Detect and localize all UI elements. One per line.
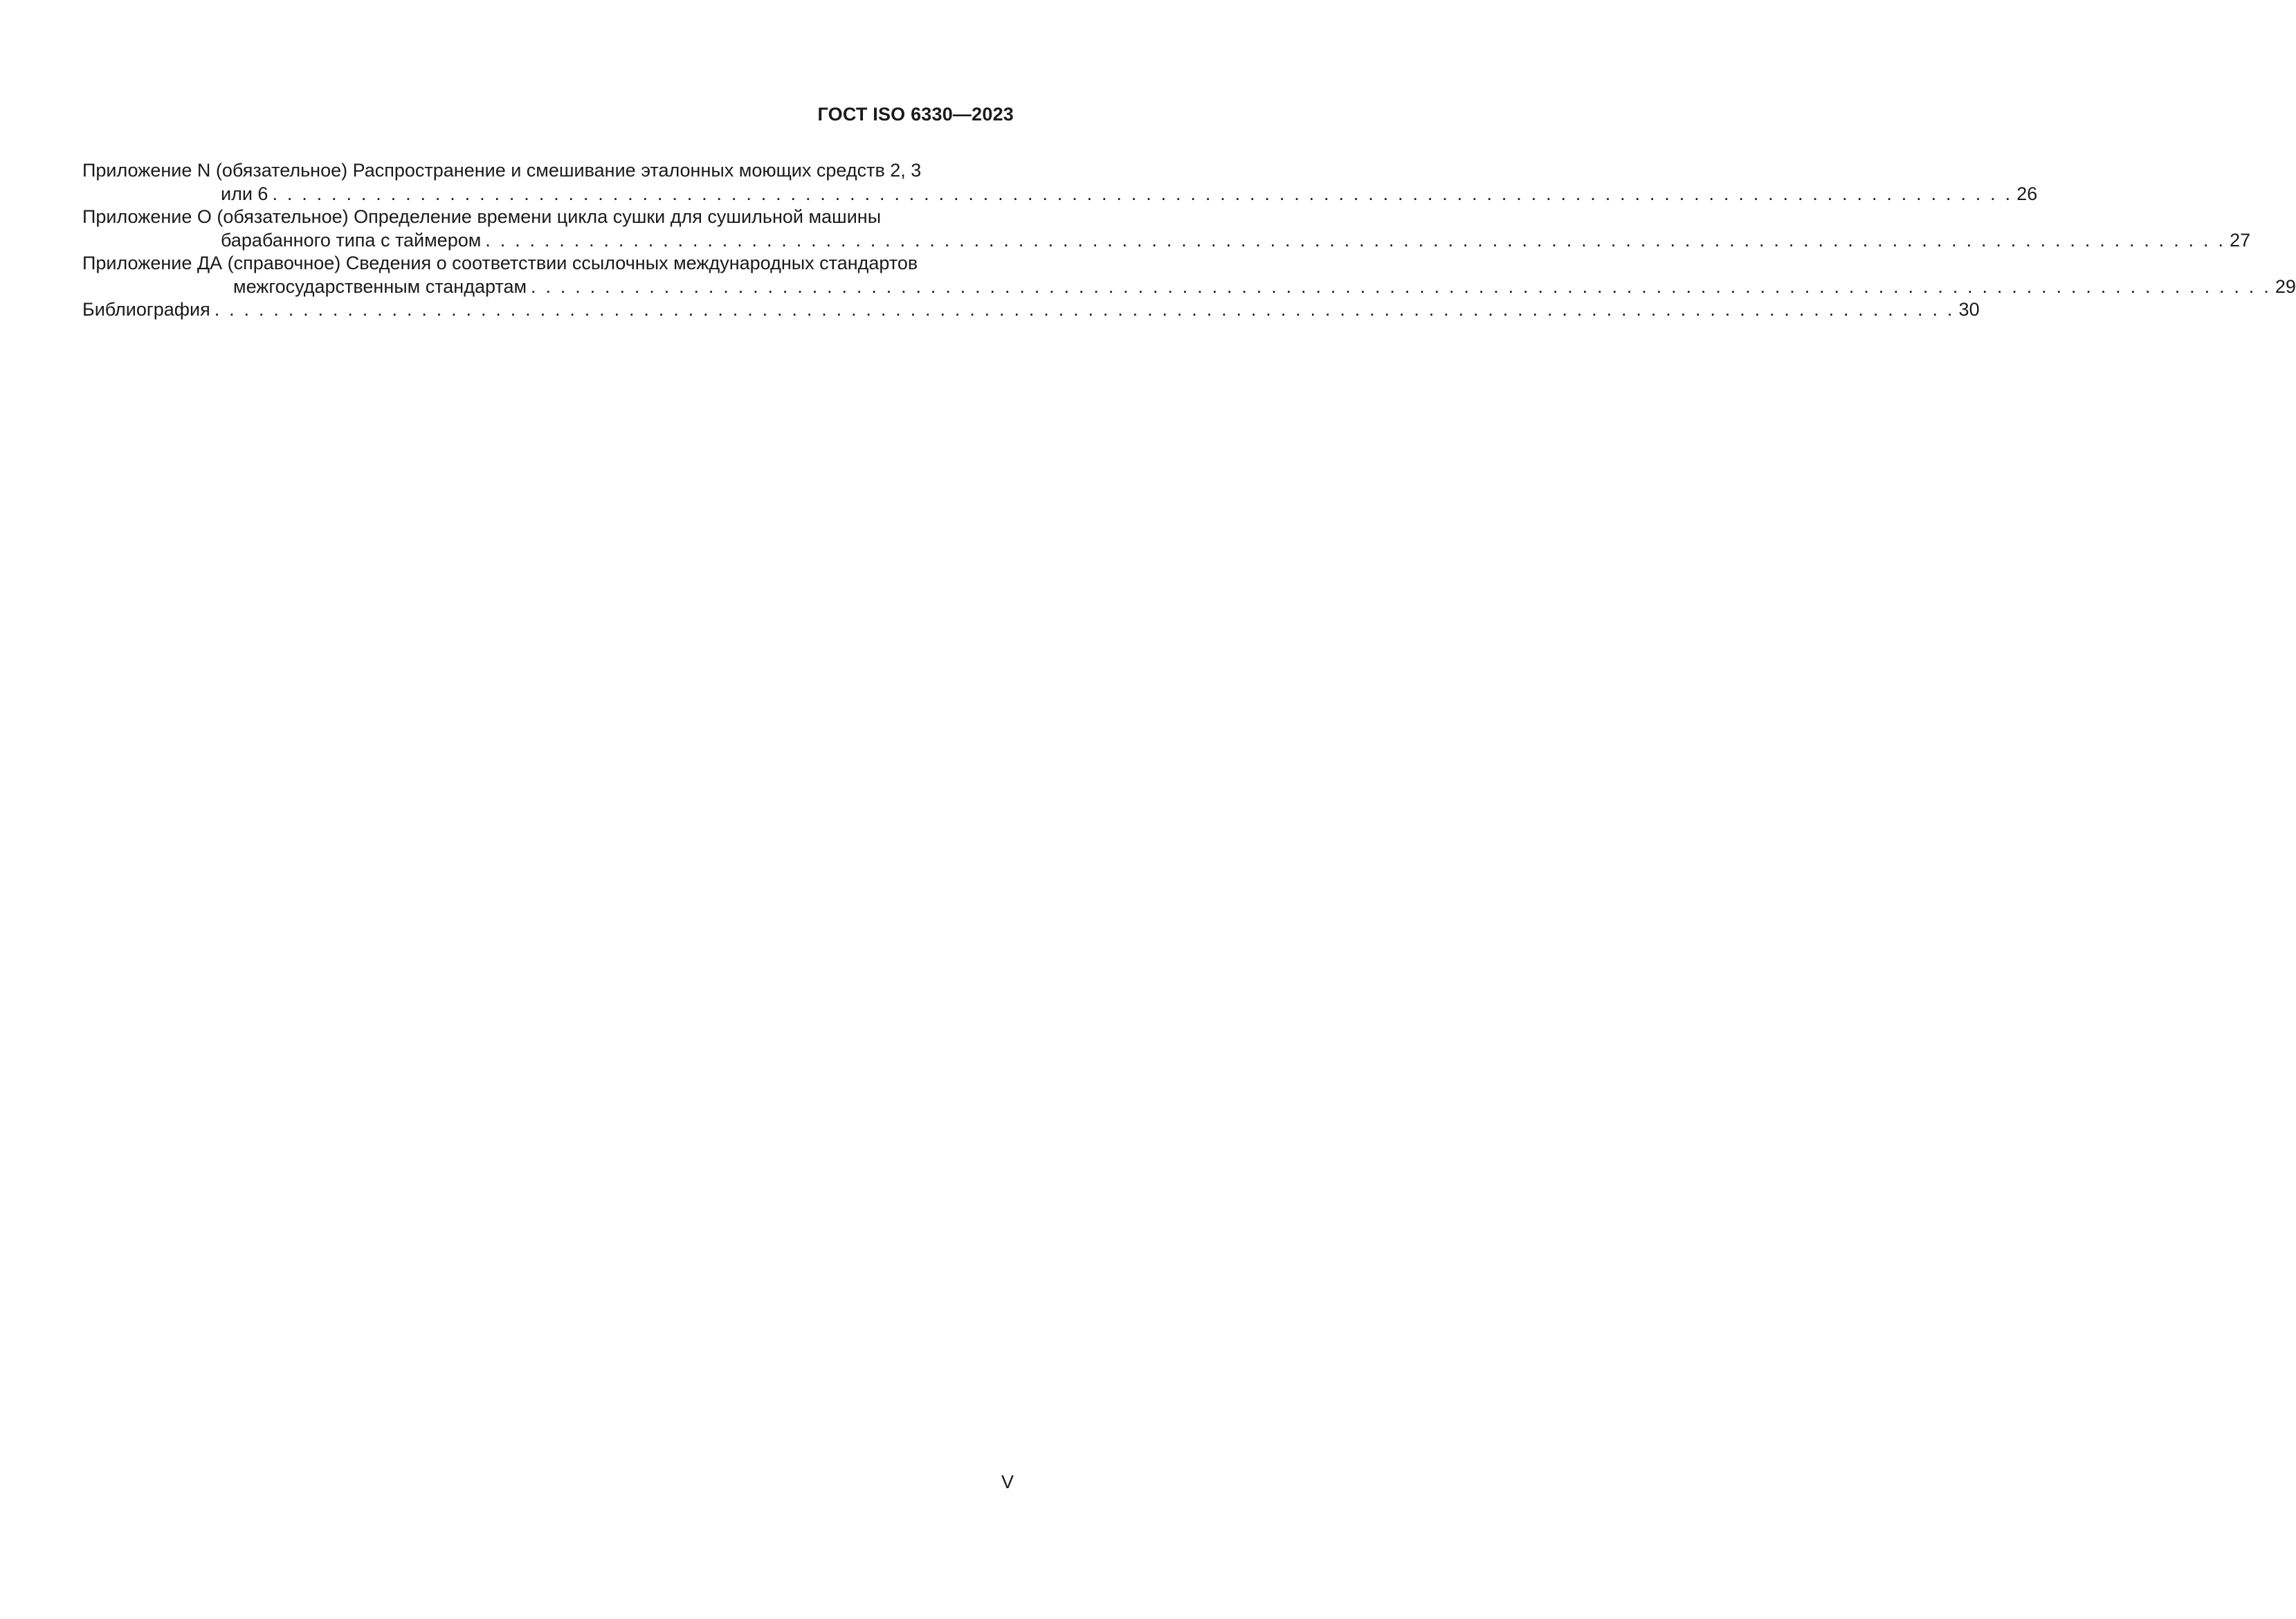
document-header: ГОСТ ISO 6330—2023 xyxy=(817,104,1014,125)
toc-entry-title: Библиография xyxy=(82,299,210,320)
dot-leader: . . . . . . . . . . . . . . . . . . . . . . . . . . . . . . . . . . . . . . . . . . . . . . . . . . . . . . . . . . . . . . . . . . . . . . . . . . . . . . . . . . . . . . . . . . . . . . . . . . . . . . . . . . . . . . . . . . . . . . xyxy=(272,183,2013,204)
toc-page-number: 29 xyxy=(2275,275,2296,297)
toc-page-number: 30 xyxy=(1958,299,1980,320)
toc-entry-title: Приложение ДА (справочное) Сведения о соответствии ссылочных международных стандартов xyxy=(82,253,918,273)
toc-entry-title: Приложение N (обязательное) Распространение и смешивание эталонных моющих средств 2, 3 xyxy=(82,160,922,181)
toc-page-number: 27 xyxy=(2230,229,2251,251)
toc-entry-title: Приложение O (обязательное) Определение времени цикла сушки для сушильной машины xyxy=(82,206,882,227)
toc-entry-annex-da[interactable] xyxy=(82,252,2296,298)
table-of-contents xyxy=(82,159,2296,322)
dot-leader: . . . . . . . . . . . . . . . . . . . . . . . . . . . . . . . . . . . . . . . . . . . . . . . . . . . . . . . . . . . . . . . . . . . . . . . . . . . . . . . . . . . . . . . . . . . . . . . . . . . . . . . . . . . . . . . . . . . . . . xyxy=(485,229,2226,251)
toc-entry-annex-n[interactable] xyxy=(82,159,2038,206)
toc-entry-title-continued: барабанного типа с таймером xyxy=(221,229,482,251)
toc-entry-title-continued: или 6 xyxy=(221,183,268,204)
toc-page-number: 26 xyxy=(2016,183,2038,204)
toc-entry-bibliography[interactable] xyxy=(82,298,1980,322)
dot-leader: . . . . . . . . . . . . . . . . . . . . . . . . . . . . . . . . . . . . . . . . . . . . . . . . . . . . . . . . . . . . . . . . . . . . . . . . . . . . . . . . . . . . . . . . . . . . . . . . . . . . . . . . . . . . . . . . . . . . . . xyxy=(214,299,1955,320)
page-number: V xyxy=(1001,1472,1014,1492)
dot-leader: . . . . . . . . . . . . . . . . . . . . . . . . . . . . . . . . . . . . . . . . . . . . . . . . . . . . . . . . . . . . . . . . . . . . . . . . . . . . . . . . . . . . . . . . . . . . . . . . . . . . . . . . . . . . . . . . . . . . . . xyxy=(531,275,2271,297)
toc-entry-title-continued: межгосударственным стандартам xyxy=(233,275,527,297)
toc-entry-annex-o[interactable] xyxy=(82,206,2251,252)
